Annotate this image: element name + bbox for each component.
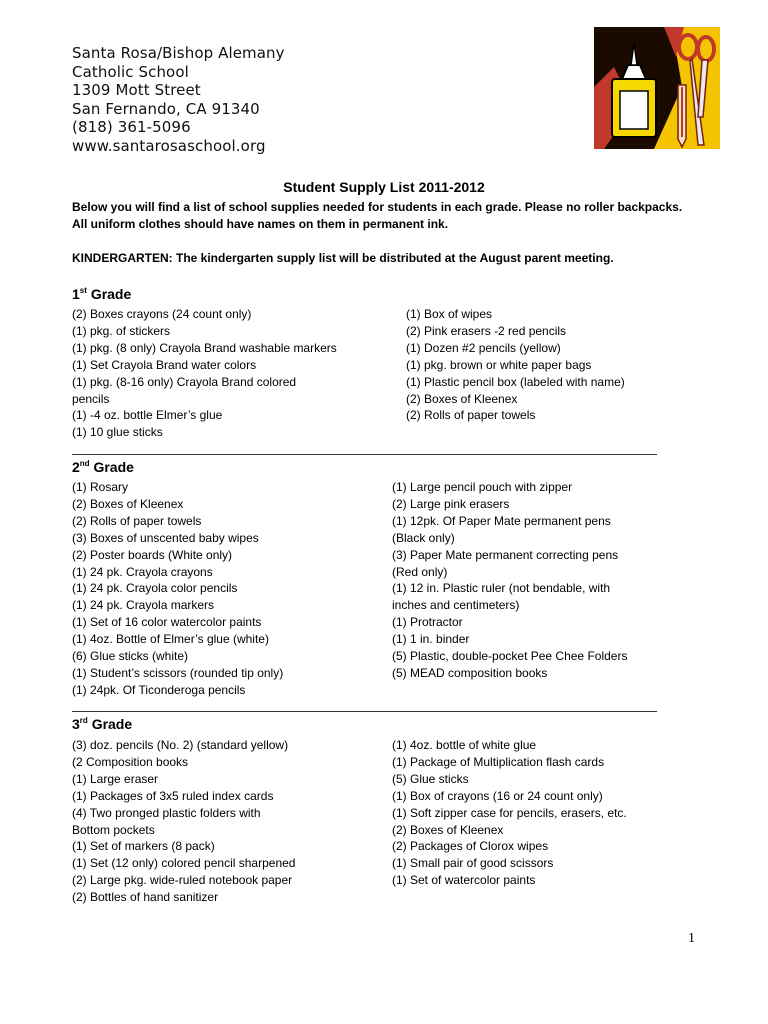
list-item: (2) Boxes of Kleenex (406, 391, 518, 406)
list-item: (Red only) (392, 564, 448, 579)
list-item: (2) Pink erasers -2 red pencils (406, 323, 567, 338)
intro-line: All uniform clothes should have names on them in permanent ink. (72, 217, 449, 231)
list-item: (1) Box of crayons (16 or 24 count only) (392, 788, 603, 803)
grade-heading-3rd (72, 716, 132, 732)
grade-3-left-list (72, 737, 295, 906)
list-item: (2) Rolls of paper towels (406, 408, 536, 423)
grade-label: Grade (93, 459, 134, 475)
list-item: (1) Plastic pencil box (labeled with name) (406, 374, 625, 389)
grade-1-right-list (406, 306, 625, 424)
grade-number: 3 (72, 716, 80, 732)
list-item: (1) Set (12 only) colored pencil sharpened (72, 856, 296, 871)
list-item: (3) Paper Mate permanent correcting pens (392, 547, 619, 562)
list-item: (1) 24pk. Of Ticonderoga pencils (72, 682, 246, 697)
list-item: (1) Set of 16 color watercolor paints (72, 615, 262, 630)
list-item: (2) Rolls of paper towels (72, 513, 202, 528)
grade-ordinal: rd (79, 716, 88, 725)
list-item: (1) Rosary (72, 480, 129, 494)
list-item: (2) Boxes crayons (24 count only) (72, 307, 252, 321)
list-item: (2 Composition books (72, 754, 189, 769)
list-item: (6) Glue sticks (white) (72, 649, 189, 664)
list-item: (1) Large pencil pouch with zipper (392, 480, 573, 494)
list-item: (Black only) (392, 530, 455, 545)
list-item: (1) Protractor (392, 615, 463, 630)
list-item: (1) Small pair of good scissors (392, 856, 554, 871)
address-line: (818) 361-5096 (72, 118, 191, 137)
list-item: (1) 4oz. Bottle of Elmer’s glue (white) (72, 632, 269, 647)
section-divider (72, 454, 657, 455)
kindergarten-note: KINDERGARTEN: The kindergarten supply list will be distributed at the August parent meeting. (72, 251, 614, 265)
list-item: (1) -4 oz. bottle Elmer’s glue (72, 408, 223, 423)
grade-2-right-list (392, 479, 627, 682)
address-line: www.santarosaschool.org (72, 136, 266, 155)
grade-ordinal: st (79, 286, 87, 295)
list-item: (1) Package of Multiplication flash cards (392, 754, 605, 769)
list-item: (1) 4oz. bottle of white glue (392, 738, 537, 752)
grade-3-right-list (392, 737, 627, 889)
list-item: (1) Large eraser (72, 771, 159, 786)
list-item: pencils (72, 391, 110, 406)
grade-2-left-list (72, 479, 283, 699)
school-supplies-clipart-icon (594, 27, 720, 149)
list-item: (2) Large pkg. wide-ruled notebook paper (72, 873, 293, 888)
list-item: (1) Set Crayola Brand water colors (72, 357, 257, 372)
list-item: (3) doz. pencils (No. 2) (standard yellow) (72, 738, 289, 752)
list-item: (1) 1 in. binder (392, 632, 470, 647)
section-divider (72, 711, 657, 712)
page-title: Student Supply List 2011-2012 (283, 179, 485, 195)
address-line: 1309 Mott Street (72, 81, 201, 100)
address-line: Catholic School (72, 62, 189, 81)
list-item: (2) Poster boards (White only) (72, 547, 233, 562)
list-item: (2) Large pink erasers (392, 496, 510, 511)
list-item: Bottom pockets (72, 822, 155, 837)
list-item: (1) Box of wipes (406, 307, 493, 321)
list-item: (4) Two pronged plastic folders with (72, 805, 261, 820)
list-item: (3) Boxes of unscented baby wipes (72, 530, 259, 545)
list-item: (1) pkg. (8-16 only) Crayola Brand colored (72, 374, 297, 389)
grade-ordinal: nd (79, 459, 90, 468)
list-item: (5) Glue sticks (392, 771, 469, 786)
list-item: (2) Boxes of Kleenex (72, 496, 184, 511)
address-line: San Fernando, CA 91340 (72, 99, 260, 118)
list-item: (1) Set of markers (8 pack) (72, 839, 215, 854)
list-item: (2) Packages of Clorox wipes (392, 839, 549, 854)
list-item: (1) pkg. (8 only) Crayola Brand washable markers (72, 340, 337, 355)
list-item: inches and centimeters) (392, 598, 520, 613)
list-item: (1) Packages of 3x5 ruled index cards (72, 788, 274, 803)
grade-1-left-list (72, 306, 337, 441)
list-item: (1) 24 pk. Crayola color pencils (72, 581, 238, 596)
address-line: Santa Rosa/Bishop Alemany (72, 44, 285, 62)
list-item: (1) 10 glue sticks (72, 425, 163, 440)
grade-heading-2nd (72, 459, 134, 475)
list-item: (1) Dozen #2 pencils (yellow) (406, 340, 561, 355)
list-item: (2) Bottles of hand sanitizer (72, 890, 219, 905)
list-item: (1) Set of watercolor paints (392, 873, 536, 888)
school-address (72, 44, 372, 156)
list-item: (1) pkg. brown or white paper bags (406, 357, 592, 372)
grade-number: 2 (72, 459, 80, 475)
page-number: 1 (688, 931, 695, 946)
list-item: (1) 12pk. Of Paper Mate permanent pens (392, 513, 611, 528)
grade-heading-1st (72, 286, 131, 302)
list-item: (1) 24 pk. Crayola markers (72, 598, 215, 613)
grade-label: Grade (90, 286, 132, 302)
list-item: (1) pkg. of stickers (72, 323, 171, 338)
grade-number: 1 (72, 286, 80, 302)
list-item: (1) 12 in. Plastic ruler (not bendable, with (392, 581, 611, 596)
list-item: (5) Plastic, double-pocket Pee Chee Folders (392, 649, 628, 664)
list-item: (2) Boxes of Kleenex (392, 822, 504, 837)
intro-line: Below you will find a list of school supplies needed for students in each grade. Please no roller backpacks. (72, 200, 683, 214)
list-item: (1) Soft zipper case for pencils, erasers, etc. (392, 805, 627, 820)
grade-label: Grade (91, 716, 133, 732)
list-item: (5) MEAD composition books (392, 665, 548, 680)
intro-paragraph (72, 199, 712, 233)
list-item: (1) 24 pk. Crayola crayons (72, 564, 213, 579)
list-item: (1) Student’s scissors (rounded tip only) (72, 665, 284, 680)
